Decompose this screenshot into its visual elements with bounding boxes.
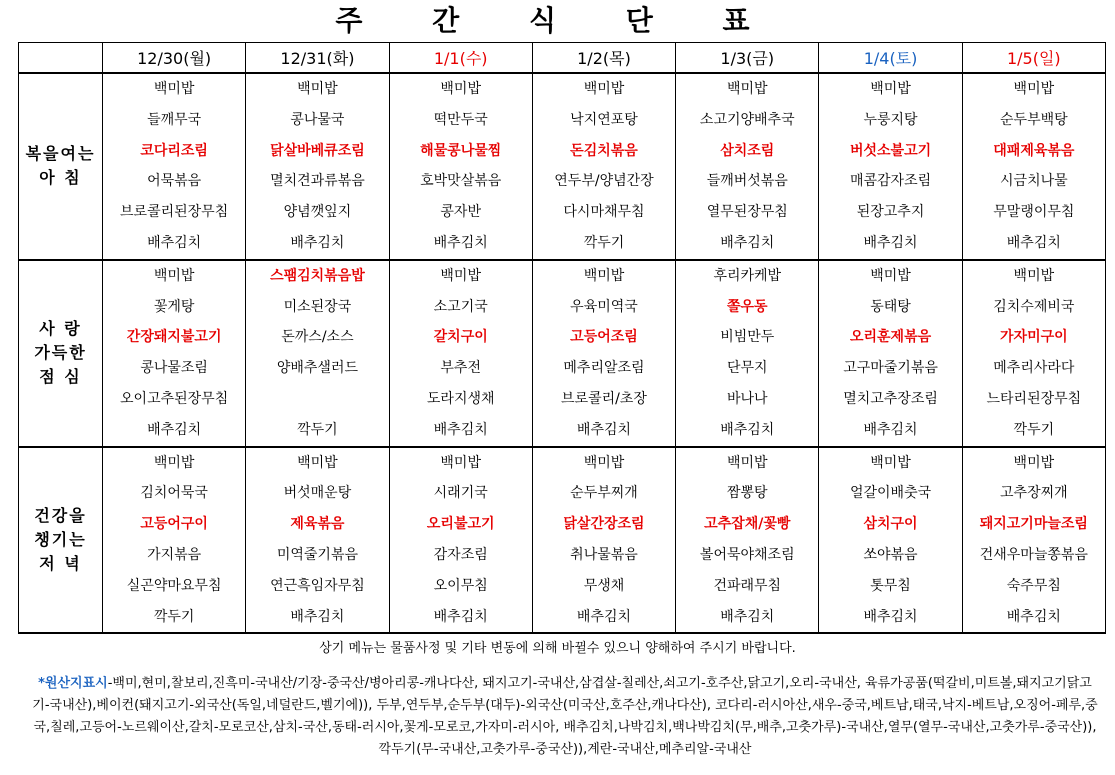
meal-label-line: 건강을 <box>34 505 87 525</box>
dish-item: 멸치견과류볶음 <box>270 173 365 190</box>
dish-item: 해물콩나물찜 <box>420 142 502 159</box>
dish-item: 백미밥 <box>1013 454 1055 471</box>
day-meal-cell <box>389 73 532 260</box>
corner-cell <box>19 43 103 74</box>
dish-item: 도라지생채 <box>426 390 495 407</box>
dish-item: 백미밥 <box>583 81 625 97</box>
dish-item: 어묵볶음 <box>147 173 202 190</box>
day-header: 1/5(일) <box>962 43 1105 74</box>
dish-item: 브로콜리/초장 <box>561 390 647 407</box>
day-meal-cell <box>246 260 389 447</box>
meal-label-line: 가득한 <box>34 343 87 363</box>
dish-item: 배추김치 <box>576 421 632 438</box>
dish-item: 들깨무국 <box>147 111 202 128</box>
weekly-menu-table <box>18 42 1106 634</box>
dish-item: 호박맛살볶음 <box>420 173 502 190</box>
dish-item: 매콤감자조림 <box>849 173 932 190</box>
dish-item: 취나물볶음 <box>570 546 638 563</box>
dish-item: 대패제육볶음 <box>993 142 1075 159</box>
dish-item: 오이무침 <box>433 577 488 594</box>
dish-item: 백미밥 <box>440 81 481 97</box>
dish-item: 무생채 <box>583 577 625 594</box>
dish-item: 배추김치 <box>290 234 345 251</box>
day-meal-cell <box>532 260 675 447</box>
dish-item: 소고기국 <box>433 298 488 315</box>
menu-change-notice: 상기 메뉴는 물품사정 및 기타 변동에 의해 바뀔수 있으니 양해하여 주시기 바랍니다. <box>319 641 796 656</box>
dish-item: 메추리사라다 <box>993 360 1075 377</box>
meal-label-line: 점 심 <box>39 367 82 387</box>
dish-item: 배추김치 <box>433 234 488 251</box>
dish-item: 백미밥 <box>870 81 911 97</box>
meal-label-line: 복을여는 <box>25 144 96 164</box>
day-meal-cell <box>962 73 1105 260</box>
dish-item: 낙지연포탕 <box>570 111 638 128</box>
dish-item: 배추김치 <box>433 608 488 625</box>
dish-item: 실곤약마요무침 <box>126 577 222 594</box>
dish-item: 오리불고기 <box>426 516 495 533</box>
dish-item: 짬뽕탕 <box>726 485 768 502</box>
dish-item: 백미밥 <box>153 454 195 471</box>
dish-item: 가지볶음 <box>147 546 202 563</box>
day-meal-cell <box>103 73 246 260</box>
dish-item: 백미밥 <box>153 81 195 97</box>
dish-item: 백미밥 <box>440 454 481 471</box>
dish-item: 백미밥 <box>297 81 338 97</box>
dish-item: 백미밥 <box>1013 267 1055 284</box>
meal-label-line: 저 녁 <box>39 553 82 573</box>
day-meal-cell <box>532 447 675 634</box>
dish-item: 배추김치 <box>720 421 775 438</box>
dish-item: 콩나물조림 <box>140 360 208 377</box>
dish-item: 백미밥 <box>726 454 768 471</box>
dish-item: 스팸김치볶음밥 <box>270 267 365 284</box>
dish-item: 꽃게탕 <box>153 298 195 315</box>
dish-item: 깍두기 <box>583 234 625 251</box>
dish-item: 오리훈제볶음 <box>849 329 932 346</box>
dish-item: 백미밥 <box>870 454 911 471</box>
dish-item: 닭살간장조림 <box>563 516 645 533</box>
dish-item: 백미밥 <box>583 267 625 284</box>
dish-item: 제육볶음 <box>290 516 345 533</box>
day-meal-cell <box>532 73 675 260</box>
meal-row <box>19 447 1106 634</box>
dish-item: 백미밥 <box>1013 81 1055 97</box>
dish-item: 들깨버섯볶음 <box>706 173 788 190</box>
dish-item <box>246 384 388 415</box>
dish-item: 순두부백탕 <box>1000 111 1068 128</box>
dish-item: 백미밥 <box>440 267 481 284</box>
dish-item: 배추김치 <box>290 608 345 625</box>
dish-item: 바나나 <box>726 390 768 407</box>
day-meal-cell <box>389 447 532 634</box>
day-meal-cell <box>389 260 532 447</box>
dish-item: 삼치구이 <box>863 516 918 533</box>
dish-item: 닭살바베큐조림 <box>270 142 365 159</box>
dish-item: 감자조림 <box>433 546 488 563</box>
dish-item: 배추김치 <box>1006 608 1061 625</box>
dish-item: 볼어묵야채조림 <box>699 546 795 563</box>
dish-item: 배추김치 <box>863 421 918 438</box>
day-meal-cell <box>246 447 389 634</box>
dish-item: 배추김치 <box>147 421 202 438</box>
dish-item: 배추김치 <box>863 608 918 625</box>
dish-item: 미소된장국 <box>283 298 352 315</box>
origin-text: -백미,현미,찰보리,진흑미-국내산/기장-중국산/병아리콩-캐나다산, 돼지고기-국내산,삼겹살-칠레산,쇠고기-호주산,닭고기,오리-국내산, 육류가공품(떡갈비,미트볼,돼지고기닭고기-국내산),베이컨(돼지고기-외국산(독일,네덜란드,벨기에)), 두부,연두부,순두부(대두)-외국산(미국산,호주산,캐나다산), 코다리-러시아산,새우-중국,베트남,태국,낙지-베트남,오징어-페루,중국,칠레,고등어-노르웨이산,갈치-모로코산,삼치-국산,동태-러시아,꽃게-모로코,가자미-러시아, 배추김치,나박김치,백나박김치(무,배추,고춧가루)-국내산,열무(열무-국내산,고춧가루-중국산)),깍두기(무-국내산,고춧가루-중국산)),계란-국내산,메추리알-국내산 <box>32 676 1098 757</box>
dish-item: 갈치구이 <box>433 329 488 346</box>
day-meal-cell <box>962 260 1105 447</box>
day-meal-cell <box>103 447 246 634</box>
day-header: 1/2(목) <box>532 43 675 74</box>
origin-label: *원산지표시 <box>38 676 108 691</box>
dish-item: 연근흑임자무침 <box>270 577 365 594</box>
dish-item: 시금치나물 <box>1000 173 1068 190</box>
dish-item: 코다리조림 <box>140 142 208 159</box>
dish-item: 백미밥 <box>297 454 338 471</box>
dish-item: 깍두기 <box>153 608 195 625</box>
dish-item: 메추리알조림 <box>563 360 645 377</box>
dish-item: 시래기국 <box>433 485 488 502</box>
dish-item: 버섯소불고기 <box>849 142 932 159</box>
day-meal-cell <box>246 73 389 260</box>
day-header: 12/31(화) <box>246 43 389 74</box>
dish-item: 고추장찌개 <box>1000 485 1068 502</box>
meal-label-line: 챙기는 <box>34 529 87 549</box>
dish-item: 동태탕 <box>870 298 911 315</box>
day-header-row <box>19 43 1106 74</box>
meal-label <box>19 73 103 260</box>
dish-item: 다시마채무침 <box>563 204 645 221</box>
dish-item: 떡만두국 <box>433 111 488 128</box>
day-meal-cell <box>962 447 1105 634</box>
dish-item: 돈까스/소스 <box>281 329 354 346</box>
dish-item: 미역줄기볶음 <box>276 546 358 563</box>
page-title: 주 간 식 단 표 <box>335 4 780 37</box>
dish-item: 쫄우동 <box>726 298 768 315</box>
day-meal-cell <box>819 260 962 447</box>
dish-item: 고등어구이 <box>140 516 208 533</box>
day-meal-cell <box>676 447 819 634</box>
dish-item: 간장돼지불고기 <box>126 329 222 346</box>
day-header: 1/1(수) <box>389 43 532 74</box>
meal-label <box>19 260 103 447</box>
dish-item: 버섯매운탕 <box>283 485 352 502</box>
dish-item: 백미밥 <box>726 81 768 97</box>
dish-item: 무말랭이무침 <box>993 204 1075 221</box>
day-meal-cell <box>676 73 819 260</box>
dish-item: 우육미역국 <box>570 298 638 315</box>
meal-row <box>19 73 1106 260</box>
dish-item: 톳무침 <box>870 577 911 594</box>
dish-item: 고등어조림 <box>570 329 638 346</box>
dish-item: 열무된장무침 <box>706 204 788 221</box>
dish-item: 후리카케밥 <box>713 267 782 284</box>
meal-label-line: 사 랑 <box>39 319 82 339</box>
dish-item: 순두부찌개 <box>570 485 638 502</box>
dish-item: 오이고추된장무침 <box>120 390 229 407</box>
day-meal-cell <box>103 260 246 447</box>
dish-item: 김치수제비국 <box>993 298 1075 315</box>
dish-item: 돼지고기마늘조림 <box>979 516 1088 533</box>
meal-row <box>19 260 1106 447</box>
dish-item: 얼갈이배춧국 <box>849 485 932 502</box>
dish-item: 된장고추지 <box>856 204 925 221</box>
day-meal-cell <box>819 447 962 634</box>
dish-item: 단무지 <box>726 360 768 377</box>
dish-item: 백미밥 <box>583 454 625 471</box>
dish-item: 배추김치 <box>576 608 632 625</box>
dish-item: 비빔만두 <box>720 329 775 346</box>
dish-item: 고구마줄기볶음 <box>843 360 938 377</box>
dish-item: 브로콜리된장무침 <box>120 204 229 221</box>
dish-item: 배추김치 <box>720 234 775 251</box>
dish-item: 연두부/양념간장 <box>554 173 654 190</box>
dish-item: 고추잡채/꽃빵 <box>704 516 791 533</box>
dish-item: 양념깻잎지 <box>283 204 352 221</box>
dish-item: 깍두기 <box>1013 421 1055 438</box>
dish-item: 콩나물국 <box>290 111 345 128</box>
dish-item: 누룽지탕 <box>863 111 918 128</box>
dish-item: 느타리된장무침 <box>986 390 1082 407</box>
day-header: 12/30(월) <box>103 43 246 74</box>
day-meal-cell <box>819 73 962 260</box>
dish-item: 삼치조림 <box>720 142 775 159</box>
dish-item: 건파래무침 <box>713 577 782 594</box>
dish-item: 깍두기 <box>297 421 338 438</box>
dish-item: 배추김치 <box>147 234 202 251</box>
dish-item: 소고기양배추국 <box>699 111 795 128</box>
day-meal-cell <box>676 260 819 447</box>
day-header: 1/3(금) <box>676 43 819 74</box>
dish-item: 가자미구이 <box>1000 329 1068 346</box>
dish-item: 부추전 <box>440 360 481 377</box>
dish-item: 배추김치 <box>1006 234 1061 251</box>
day-header: 1/4(토) <box>819 43 962 74</box>
dish-item: 콩자반 <box>440 204 481 221</box>
meal-label <box>19 447 103 634</box>
dish-item: 백미밥 <box>153 267 195 284</box>
dish-item: 돈김치볶음 <box>570 142 638 159</box>
origin-info <box>30 673 1100 761</box>
dish-item: 멸치고추장조림 <box>843 390 938 407</box>
dish-item: 배추김치 <box>863 234 918 251</box>
dish-item: 건새우마늘쫑볶음 <box>979 546 1088 563</box>
dish-item: 백미밥 <box>870 267 911 284</box>
dish-item: 배추김치 <box>433 421 488 438</box>
dish-item: 김치어묵국 <box>140 485 208 502</box>
dish-item: 숙주무침 <box>1006 577 1061 594</box>
meal-label-line: 아 침 <box>39 168 82 188</box>
dish-item: 양배추샐러드 <box>276 360 358 377</box>
dish-item: 쏘야볶음 <box>863 546 918 563</box>
dish-item: 배추김치 <box>720 608 775 625</box>
